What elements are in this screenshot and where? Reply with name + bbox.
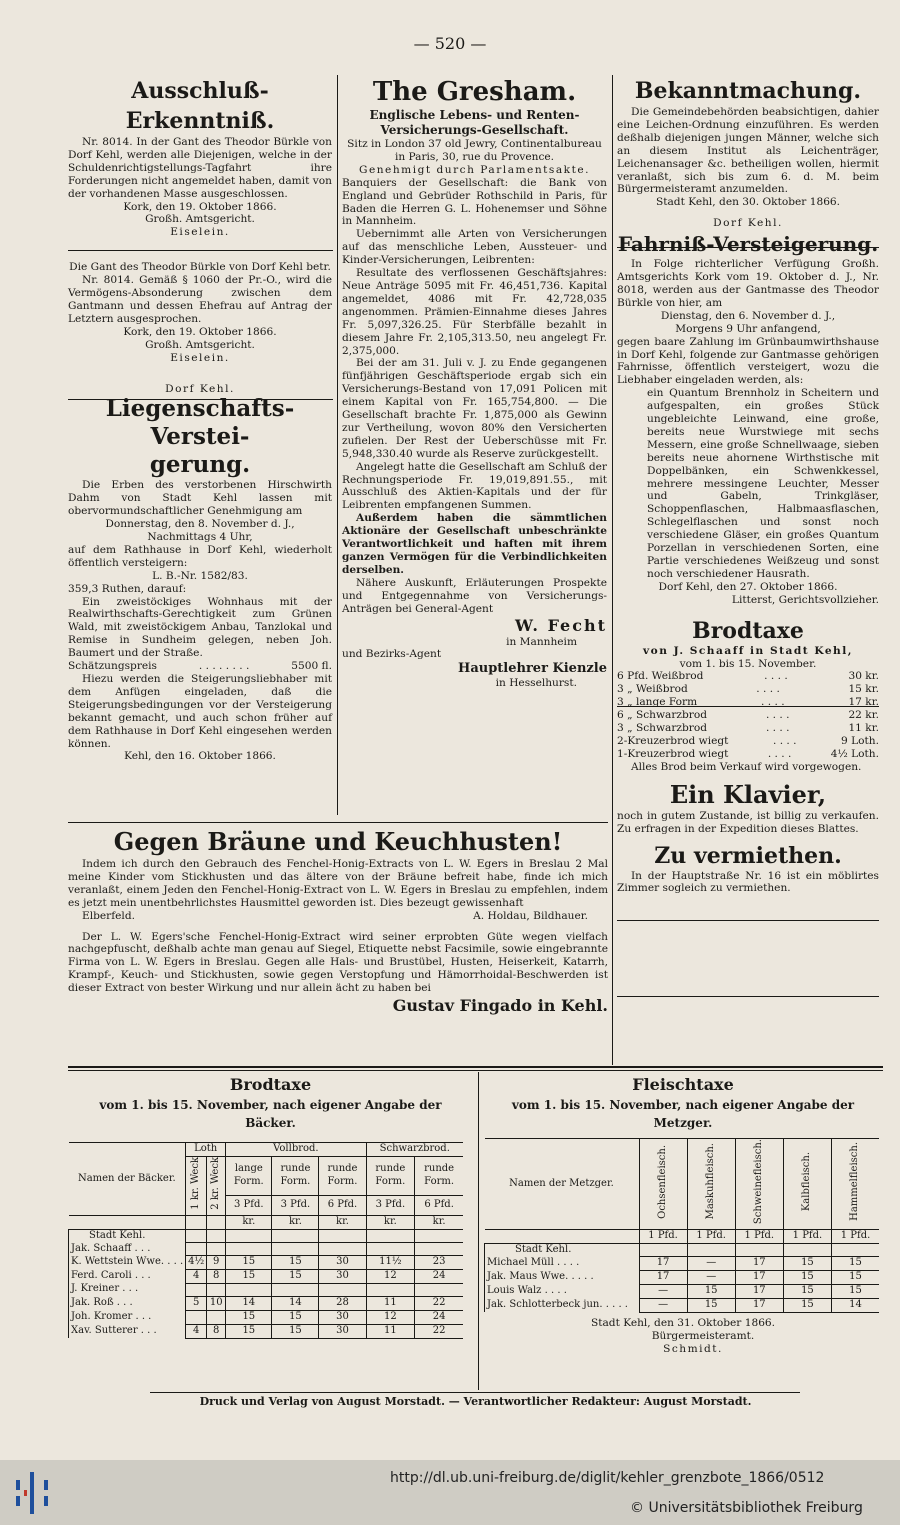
- table-cell: 15: [272, 1256, 319, 1270]
- table-cell: 8: [207, 1270, 226, 1284]
- signer: Eiselein.: [170, 226, 230, 239]
- results: Resultate des verflossenen Geschäftsjahres: Neue Anträge 5095 mit Fr. 46,451,736. Kapital angemeldet, 4086 mit Fr. 42,728,035 angenommen. Prämien-Einnahme dieses Jahres Fr. 5,097,326.25. Für Sterbfälle bezahlt in diesem Jahre Fr. 2,105,313.50, neu angelegt Fr. 2,375,000.: [342, 267, 607, 357]
- column-header-1kr-label: 1 kr. Weck: [189, 1157, 201, 1210]
- table-row: [485, 1299, 880, 1313]
- table-cell: —: [687, 1271, 735, 1285]
- notice-text: Die Gemeindebehörden beabsichtigen, dahier eine Leichen-Ordnung einzuführen. Es werden deßhalb diejenigen jungen Männer, welche sich an diesem Institut als Leichenträger, Leichenansager &c. betheiligen wollen, hiermit veranlaßt, sich bis zum 6. d. M. beim Bürgermeisteramt anzumelden.: [617, 106, 879, 196]
- notice-date: Stadt Kehl, den 30. Oktober 1866.: [655, 196, 841, 209]
- notice-place: Dorf Kehl.: [165, 382, 235, 395]
- document-url-link[interactable]: http://dl.ub.uni-freiburg.de/diglit/kehler_grenzbote_1866/0512: [390, 1470, 825, 1486]
- table-cell: 15: [832, 1285, 880, 1299]
- bread-tax-baker: von J. Schaaff in Stadt Kehl,: [643, 644, 853, 657]
- baker-name: J. Kreiner . . .: [69, 1283, 186, 1296]
- piano-title: Ein Klavier,: [669, 779, 827, 809]
- auction-time: Morgens 9 Uhr anfangend,: [675, 322, 821, 335]
- liability: Außerdem haben die sämmtlichen Aktionäre der Gesellschaft unbeschränkte Verantwortlichkeit und haften mit ihrem ganzen Vermögen für die Verbindlichkeiten derselben.: [342, 512, 607, 576]
- bread-price-row: [617, 722, 879, 735]
- weight-header: 3 Pfd.: [272, 1195, 319, 1215]
- university-logo-icon: [12, 1472, 52, 1514]
- bankers: Banquiers der Gesellschaft: die Bank von England und Gebrüder Rothschild in Paris, für Baden die Herren G. L. Hohenemser und Söhne in Mannheim.: [342, 176, 607, 228]
- page-number: — 520 —: [413, 34, 487, 53]
- imprint: Druck und Verlag von August Morstadt. — Verantwortlicher Redakteur: August Morstadt.: [199, 1395, 752, 1408]
- column-header-meat-label: Ochsenfleisch.: [656, 1144, 668, 1219]
- butcher-name: Louis Walz . . . .: [485, 1285, 640, 1299]
- column-header-2kr: [207, 1156, 226, 1215]
- column-right: [617, 76, 879, 895]
- bread-price: 11 kr.: [848, 722, 879, 735]
- table-cell: 11: [366, 1296, 415, 1310]
- table-cell: 15: [226, 1270, 272, 1284]
- table-cell: 17: [735, 1285, 783, 1299]
- bread-price-row: [617, 748, 879, 761]
- table-cell: 12: [366, 1310, 415, 1324]
- column-header-meat-label: Hammelfleisch.: [849, 1142, 861, 1221]
- table-cell: —: [687, 1257, 735, 1271]
- table-cell: 22: [415, 1324, 463, 1338]
- table-cell: 15: [226, 1310, 272, 1324]
- table-cell: [207, 1243, 226, 1256]
- unit-cell: kr.: [415, 1215, 463, 1229]
- table-row: [485, 1271, 880, 1285]
- column-left: [68, 76, 332, 763]
- leader-dots: . . . .: [765, 722, 790, 735]
- land-area: 359,3 Ruthen, darauf:: [68, 582, 187, 595]
- table-cell: [272, 1243, 319, 1256]
- column-subheader: runde Form.: [366, 1156, 415, 1195]
- column-header-2kr-label: 2 kr. Weck: [209, 1157, 221, 1210]
- table-cell: 15: [783, 1299, 831, 1313]
- bread-price-list: [617, 670, 879, 760]
- table-cell: 14: [832, 1299, 880, 1313]
- table-cell: 15: [687, 1299, 735, 1313]
- table-cell: [366, 1283, 415, 1296]
- table-cell: [186, 1243, 207, 1256]
- table-cell: 17: [735, 1257, 783, 1271]
- ad-signature: [68, 910, 608, 923]
- table-row: [69, 1324, 464, 1338]
- auction-day: Dienstag, den 6. November d. J.,: [660, 309, 836, 322]
- baker-name: K. Wettstein Wwe. . . .: [69, 1256, 186, 1270]
- notice-date: Kork, den 19. Oktober 1866.: [123, 325, 277, 338]
- column-header-meat: [639, 1139, 687, 1230]
- notice-text: Hiezu werden die Steigerungsliebhaber mit dem Anfügen eingeladen, daß die Steigerungsbedingungen vor der Versteigerung bekannt gemacht, und auch schon früher auf dem Rathhause in Dorf Kehl eingesehen werden können.: [68, 673, 332, 750]
- table-cell: 15: [226, 1256, 272, 1270]
- table-cell: 30: [319, 1324, 366, 1338]
- table-cell: [186, 1283, 207, 1296]
- sub-agent-label: und Bezirks-Agent: [342, 648, 442, 661]
- table-cell: 23: [415, 1256, 463, 1270]
- sub-agent-city: in Hesselhurst.: [495, 677, 577, 690]
- notice-title: Liegenschafts-Verstei-: [105, 395, 295, 451]
- table-title: Brodtaxe: [229, 1075, 312, 1094]
- table-cell: 15: [783, 1271, 831, 1285]
- leader-dots: . . . .: [761, 696, 785, 709]
- table-row: [69, 1256, 464, 1270]
- meat-tax-table-section: [484, 1074, 882, 1356]
- bread-item: 3 „ Weißbrod: [617, 683, 688, 696]
- notice-title: gerung.: [149, 451, 251, 479]
- table-cell: 11: [366, 1324, 415, 1338]
- table-cell: 17: [735, 1271, 783, 1285]
- office: Bürgermeisteramt.: [651, 1329, 755, 1342]
- ad-title: Gegen Bräune und Keuchhusten!: [113, 827, 563, 856]
- leader-dots: . . . .: [765, 709, 790, 722]
- column-header-names: Namen der Metzger.: [485, 1139, 640, 1230]
- town-label: Stadt Kehl.: [69, 1229, 186, 1242]
- column-header-meat: [687, 1139, 735, 1230]
- table-row: [485, 1285, 880, 1299]
- ad-place: Elberfeld.: [82, 909, 135, 922]
- table-cell: [207, 1283, 226, 1296]
- bread-price: 22 kr.: [848, 709, 879, 722]
- unit-cell: 1 Pfd.: [735, 1230, 783, 1244]
- valuation-label: Schätzungspreis: [68, 660, 157, 673]
- remedy-ad: [68, 826, 608, 1017]
- column-middle: [342, 76, 607, 690]
- table-cell: 30: [319, 1310, 366, 1324]
- court-name: Großh. Amtsgericht.: [145, 338, 255, 351]
- capital: Angelegt hatte die Gesellschaft am Schluß der Rechnungsperiode Fr. 19,019,891.55., mit Ausschluß des Aktien-Kapitals und der für Leibrenten empfangenen Summen.: [342, 460, 607, 512]
- company-seat: Sitz in London 37 old Jewry, Continentalbureau in Paris, 30, rue du Provence.: [347, 138, 602, 163]
- auction-items: ein Quantum Brennholz in Scheitern und aufgespalten, ein großes Stück ungebleichte Leinwand, eine große, bereits neue Wurstwiege mit sechs Messern, eine große Schnellwaage, sieben bereits neue ahornene Wirthstische mit Doppelbänken, ein Schwenkkessel, mehrere messingene Leuchter, Messer und Gabeln, Trinkgläser, Schoppenflaschen, Halbmaasflaschen, Schlegelflaschen und sonst noch verschiedene Gläser, ein großes Quantum Porzellan in verschiedenen Sorten, eine Partie verschiedenes Weißzeug und sonst noch verschiedener Hausrath.: [647, 387, 879, 580]
- table-cell: 15: [272, 1310, 319, 1324]
- bread-price: 9 Loth.: [841, 734, 879, 747]
- rent-title: Zu vermiethen.: [654, 842, 842, 869]
- notice-text: Die Erben des verstorbenen Hirschwirth Dahm von Stadt Kehl lassen mit obervormundschaftlicher Genehmigung am: [68, 479, 332, 518]
- table-cell: 4: [186, 1270, 207, 1284]
- property-description: Ein zweistöckiges Wohnhaus mit der Realwirthschafts-Gerechtigkeit zum Grünen Wald, mit zweistöckigem Anbau, Tanzlokal und Remise in Sundheim gelegen, neben Joh. Baumert und der Straße.: [68, 595, 332, 660]
- court-name: Großh. Amtsgericht.: [145, 213, 255, 226]
- column-header-1kr: [186, 1156, 207, 1215]
- table-cell: [366, 1243, 415, 1256]
- table-row: [69, 1243, 464, 1256]
- table-cell: 14: [226, 1296, 272, 1310]
- section-rule: [68, 1066, 883, 1068]
- table-cell: 15: [783, 1285, 831, 1299]
- column-header-vollbrod: Vollbrod.: [226, 1143, 366, 1157]
- unit-cell: kr.: [319, 1215, 366, 1229]
- table-cell: 10: [207, 1296, 226, 1310]
- signer: Litterst, Gerichtsvollzieher.: [731, 593, 879, 606]
- unit-cell: kr.: [366, 1215, 415, 1229]
- table-cell: 9: [207, 1256, 226, 1270]
- column-header-schwarzbrod: Schwarzbrod.: [366, 1143, 463, 1157]
- table-cell: —: [639, 1285, 687, 1299]
- section-rule: [68, 1070, 883, 1071]
- bread-price: 17 kr.: [848, 696, 879, 709]
- unit-cell: 1 Pfd.: [832, 1230, 880, 1244]
- table-cell: 14: [272, 1296, 319, 1310]
- notice-text: Nr. 8014. Gemäß § 1060 der Pr.-O., wird die Vermögens-Absonderung zwischen dem Gantmann und dessen Ehefrau auf Antrag der Letztern ausgesprochen.: [68, 274, 332, 325]
- table-title: Fleischtaxe: [632, 1075, 734, 1094]
- baker-name: Jak. Schaaff . . .: [69, 1243, 186, 1256]
- ad-subtitle: Versicherungs-Gesellschaft.: [380, 123, 569, 137]
- table-cell: 4½: [186, 1256, 207, 1270]
- section-rule: [617, 996, 879, 997]
- notice-title: Fahrniß-Versteigerung.: [617, 232, 879, 257]
- town-label: Stadt Kehl.: [485, 1243, 640, 1256]
- column-rule: [478, 1072, 479, 1390]
- table-cell: 17: [639, 1257, 687, 1271]
- table-cell: 5: [186, 1296, 207, 1310]
- notice-text: gegen baare Zahlung im Grünbaumwirthshause in Dorf Kehl, folgende zur Gantmasse gehörigen Fahrnisse, öffentlich versteigert, wozu die Liebhaber eingeladen werden, als:: [617, 335, 879, 387]
- table-date: Stadt Kehl, den 31. Oktober 1866.: [590, 1316, 776, 1329]
- table-cell: [207, 1310, 226, 1324]
- unit-cell: kr.: [272, 1215, 319, 1229]
- table-cell: [226, 1283, 272, 1296]
- table-row: [69, 1310, 464, 1324]
- approval: Genehmigt durch Parlamentsakte.: [359, 163, 590, 176]
- meat-tax-table: [484, 1138, 879, 1313]
- bread-tax-table: [68, 1142, 463, 1339]
- land-register-number: L. B.-Nr. 1582/83.: [152, 569, 248, 582]
- table-cell: 4: [186, 1324, 207, 1338]
- table-cell: [272, 1283, 319, 1296]
- table-cell: 22: [415, 1296, 463, 1310]
- bread-price: 15 kr.: [848, 683, 879, 696]
- butcher-name: Jak. Schlotterbeck jun. . . . .: [485, 1299, 640, 1313]
- bread-price: 4½ Loth.: [830, 747, 879, 760]
- table-cell: 12: [366, 1270, 415, 1284]
- baker-name: Xav. Sutterer . . .: [69, 1324, 186, 1338]
- bread-price-row: [617, 709, 879, 722]
- ad-title: The Gresham.: [372, 77, 577, 107]
- notice-subject: Die Gant des Theodor Bürkle von Dorf Kehl betr.: [69, 261, 331, 274]
- column-header-meat: [735, 1139, 783, 1230]
- table-cell: 24: [415, 1310, 463, 1324]
- weight-header: 6 Pfd.: [415, 1195, 463, 1215]
- unit-cell: 1 Pfd.: [687, 1230, 735, 1244]
- ad-subtitle: Englische Lebens- und Renten-: [369, 108, 580, 122]
- auction-day: Donnerstag, den 8. November d. J.,: [105, 518, 295, 531]
- table-cell: 11½: [366, 1256, 415, 1270]
- table-row: [485, 1257, 880, 1271]
- column-rule: [337, 75, 338, 815]
- valuation-line: Schätzungspreis . . . . . . . . 5500 fl.: [68, 660, 332, 673]
- weight-header: 3 Pfd.: [366, 1195, 415, 1215]
- section-rule: [617, 920, 879, 921]
- auction-time: Nachmittags 4 Uhr,: [147, 531, 253, 544]
- piano-text: noch in gutem Zustande, ist billig zu verkaufen. Zu erfragen in der Expedition dieses Blattes.: [617, 809, 879, 835]
- bread-tax-period: vom 1. bis 15. November.: [679, 657, 817, 670]
- notice-date: Kork, den 19. Oktober 1866.: [123, 200, 277, 213]
- table-subtitle: vom 1. bis 15. November, nach eigener Angabe der Bäcker.: [99, 1098, 442, 1130]
- bread-price-row: [617, 670, 879, 683]
- column-header-meat-label: Maskuhfleisch.: [704, 1143, 716, 1220]
- table-cell: —: [639, 1299, 687, 1313]
- info: Nähere Auskunft, Erläuterungen Prospekte und Entgegennahme von Versicherungs-Anträgen bei General-Agent: [342, 576, 607, 615]
- agent-name: W. Fecht: [514, 615, 607, 635]
- notice-text: Nr. 8014. In der Gant des Theodor Bürkle von Dorf Kehl, werden alle Diejenigen, welche in der Schuldenrichtigstellungs-Tagfahrt ihre Forderungen nicht angemeldet haben, damit von der vorhandenen Masse ausgeschlossen.: [68, 136, 332, 200]
- bread-item: 3 „ lange Form: [617, 696, 698, 709]
- table-cell: 30: [319, 1256, 366, 1270]
- bread-tax-table-section: [68, 1074, 473, 1339]
- leader-dots: . . . .: [764, 670, 788, 683]
- butcher-name: Michael Müll . . . .: [485, 1257, 640, 1271]
- table-cell: 15: [783, 1257, 831, 1271]
- table-row: [69, 1296, 464, 1310]
- baker-name: Jak. Roß . . .: [69, 1296, 186, 1310]
- notice-date: Kehl, den 16. Oktober 1866.: [124, 750, 276, 763]
- ad-seller: Gustav Fingado in Kehl.: [392, 996, 608, 1016]
- table-cell: 15: [272, 1270, 319, 1284]
- notice-text: In Folge richterlicher Verfügung Großh. Amtsgerichts Kork vom 19. Oktober d. J., Nr. 8018, werden aus der Gantmasse des Theodor Bürkle von hier, am: [617, 258, 879, 309]
- notice-text: auf dem Rathhause in Dorf Kehl, wiederholt öffentlich versteigern:: [68, 543, 332, 569]
- notice-place: Dorf Kehl.: [713, 217, 783, 230]
- table-cell: 15: [832, 1271, 880, 1285]
- bread-item: 6 Pfd. Weißbrod: [617, 670, 704, 683]
- column-subheader: runde Form.: [415, 1156, 463, 1195]
- table-cell: [415, 1243, 463, 1256]
- baker-name: Joh. Kromer . . .: [69, 1310, 186, 1324]
- bread-price-row: [617, 696, 879, 709]
- bread-price: 30 kr.: [848, 670, 879, 683]
- column-subheader: runde Form.: [272, 1156, 319, 1195]
- column-header-meat: [832, 1139, 880, 1230]
- services: Uebernimmt alle Arten von Versicherungen auf das menschliche Leben, Aussteuer- und Kinder-Versicherungen, Leibrenten:: [342, 228, 607, 267]
- column-rule: [612, 75, 613, 1065]
- table-cell: [319, 1283, 366, 1296]
- baker-name: Ferd. Caroli . . .: [69, 1270, 186, 1284]
- section-rule: [68, 822, 608, 823]
- unit-cell: 1 Pfd.: [783, 1230, 831, 1244]
- column-header-meat: [783, 1139, 831, 1230]
- section-rule: [150, 1392, 800, 1393]
- table-cell: [186, 1310, 207, 1324]
- ad-signer: A. Holdau, Bildhauer.: [473, 909, 588, 922]
- leader-dots: . . . .: [756, 683, 780, 696]
- bread-item: 1-Kreuzerbrod wiegt: [617, 747, 729, 760]
- weight-header: 6 Pfd.: [319, 1195, 366, 1215]
- bread-item: 3 „ Schwarzbrod: [617, 722, 708, 735]
- unit-cell: 1 Pfd.: [639, 1230, 687, 1244]
- table-cell: 15: [687, 1285, 735, 1299]
- table-cell: 15: [226, 1324, 272, 1338]
- table-cell: 15: [272, 1324, 319, 1338]
- notice-title: Bekanntmachung.: [634, 78, 862, 104]
- unit-cell: kr.: [226, 1215, 272, 1229]
- table-cell: [226, 1243, 272, 1256]
- viewer-footer: [0, 1460, 900, 1525]
- table-cell: 30: [319, 1270, 366, 1284]
- table-row: [69, 1270, 464, 1284]
- table-cell: [415, 1283, 463, 1296]
- column-header-meat-label: Kalbfleisch.: [800, 1151, 812, 1212]
- column-header-loth: Loth: [186, 1143, 226, 1157]
- table-cell: 17: [639, 1271, 687, 1285]
- ad-text: Der L. W. Egers'sche Fenchel-Honig-Extract wird seiner erprobten Güte wegen vielfach nachgepfuscht, deßhalb achte man genau auf Siegel, Etiquette nebst Facsimile, sowie eingebrannte Firma von L. W. Egers in Breslau. Gegen alle Hals- und Brustübel, Husten, Heiserkeit, Katarrh, Krampf-, Keuch- und Stickhusten, sowie gegen Verstopfung und Hämorrhoidal-Beschwerden ist dieser Extract von bester Wirkung und nur allein ächt zu haben bei: [68, 930, 608, 995]
- column-header-names: Namen der Bäcker.: [69, 1143, 186, 1216]
- table-row: [69, 1283, 464, 1296]
- bread-item: 2-Kreuzerbrod wiegt: [617, 734, 729, 747]
- table-cell: 24: [415, 1270, 463, 1284]
- notice-title: Ausschluß-Erkenntniß.: [125, 78, 275, 134]
- table-cell: 28: [319, 1296, 366, 1310]
- table-cell: 17: [735, 1299, 783, 1313]
- bread-item: 6 „ Schwarzbrod: [617, 709, 708, 722]
- column-subheader: lange Form.: [226, 1156, 272, 1195]
- column-subheader: runde Form.: [319, 1156, 366, 1195]
- bread-price-row: [617, 683, 879, 696]
- table-cell: 15: [832, 1257, 880, 1271]
- rent-text: In der Hauptstraße Nr. 16 ist ein möblirtes Zimmer sogleich zu vermiethen.: [617, 869, 879, 895]
- leader-dots: . . . .: [772, 734, 797, 747]
- sub-agent-name: Hauptlehrer Kienzle: [458, 661, 607, 677]
- signer: Eiselein.: [170, 351, 230, 364]
- table-subtitle: vom 1. bis 15. November, nach eigener Angabe der Metzger.: [511, 1098, 855, 1130]
- butcher-name: Jak. Maus Wwe. . . . .: [485, 1271, 640, 1285]
- table-cell: 8: [207, 1324, 226, 1338]
- bread-price-row: [617, 735, 879, 748]
- weight-header: 3 Pfd.: [226, 1195, 272, 1215]
- agent-city: in Mannheim: [506, 635, 577, 648]
- period-results: Bei der am 31. Juli v. J. zu Ende gegangenen fünfjährigen Geschäftsperiode ergab sich ein Versicherungs-Bestand von 17,091 Policen mit einem Kapital von Fr. 165,754,800. — Die Gesellschaft brachte Fr. 1,875,000 als Gewinn zur Vertheilung, wovon 80% den Versicherten zufielen. Der Rest der Ueberschüsse mit Fr. 5,948,330.40 wurde als Reserve zurückgestellt.: [342, 357, 607, 460]
- bread-tax-title: Brodtaxe: [692, 617, 804, 644]
- column-header-meat-label: Schweinefleisch.: [752, 1139, 764, 1225]
- copyright-notice: © Universitätsbibliothek Freiburg: [630, 1500, 863, 1516]
- valuation-price: 5500 fl.: [291, 660, 332, 673]
- signer: Schmidt.: [663, 1342, 723, 1355]
- notice-date: Dorf Kehl, den 27. Oktober 1866.: [658, 580, 838, 593]
- table-cell: [319, 1243, 366, 1256]
- bread-note: Alles Brod beim Verkauf wird vorgewogen.: [631, 760, 862, 773]
- ad-text: Indem ich durch den Gebrauch des Fenchel-Honig-Extracts von L. W. Egers in Breslau 2 Mal meine Kinder vom Stickhusten und das ältere von der Bräune befreit habe, finde ich mich veranlaßt, einem Jeden den Fenchel-Honig-Extract von L. W. Egers in Breslau zu empfehlen, indem es jetzt mein unentbehrlichstes Hausmittel geworden ist. Dies bezeugt gewissenhaft: [68, 858, 608, 909]
- leader-dots: . . . .: [767, 747, 792, 760]
